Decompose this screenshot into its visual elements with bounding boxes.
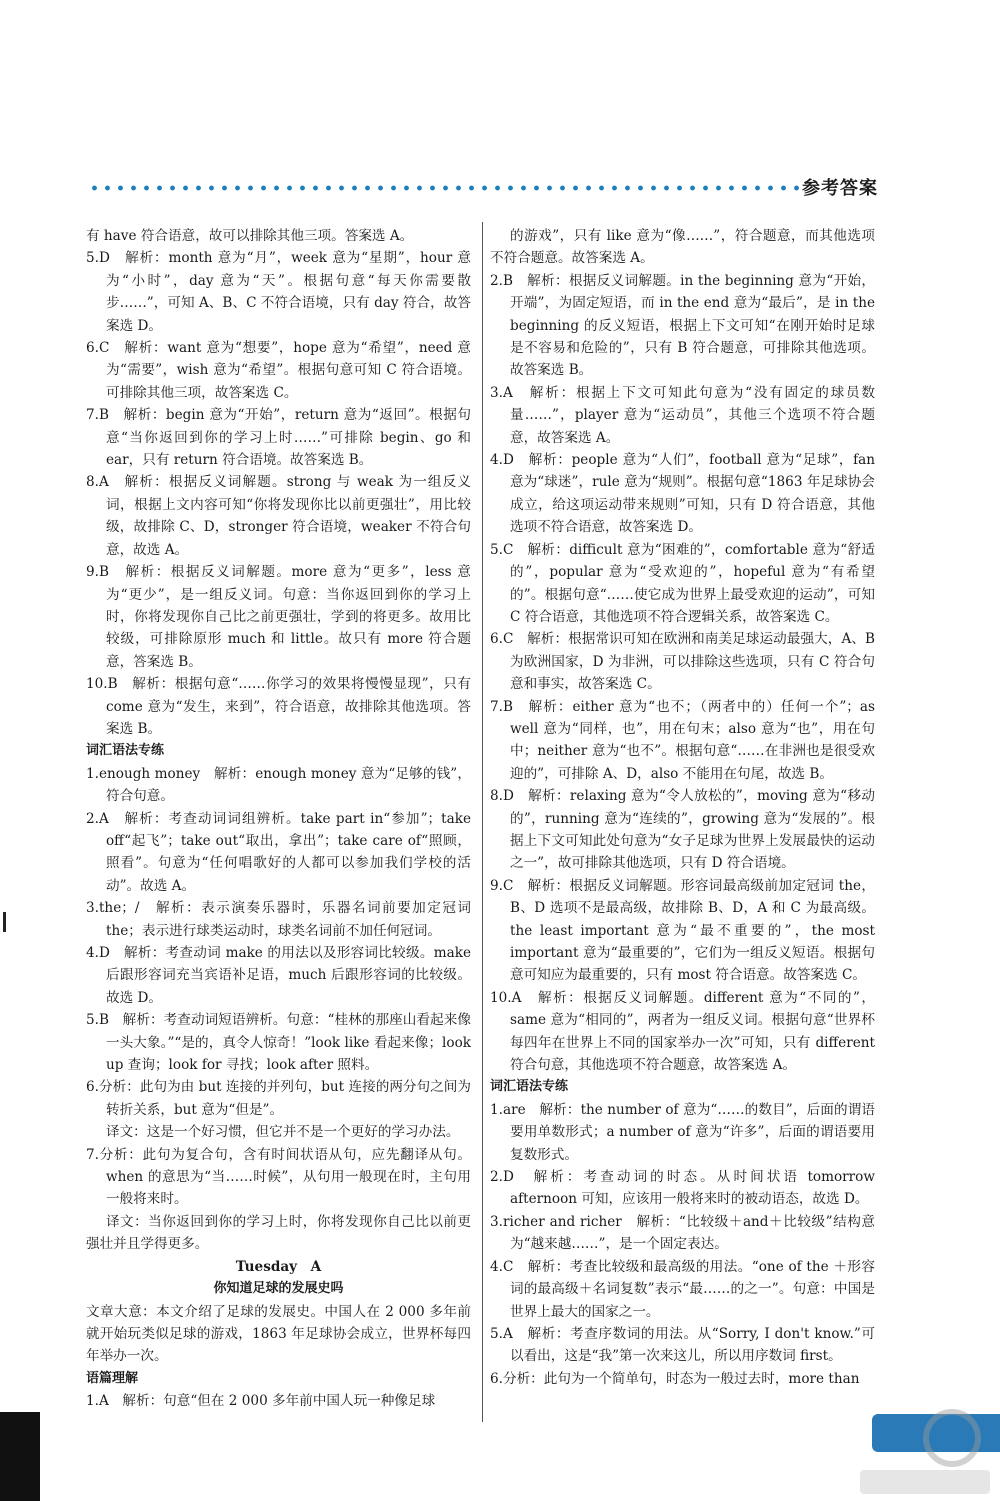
answer-paragraph: 5.C 解析：difficult 意为“困难的”，comfortable 意为“舒适的”，popular 意为“受欢迎的”，hopeful 意为“有希望的”。根据句意“……使它成为世界上最受欢迎的运动”，可知 C 符合语意，其他选项不符合逻辑关系，故答案选 C。 — [490, 541, 875, 625]
answer-paragraph: 6.C 解析：根据常识可知在欧洲和南美足球运动最强大，A、B 为欧洲国家，D 为非洲，可以排除这些选项，只有 C 符合句意和事实，故答案选 C。 — [490, 631, 875, 693]
header-title: 参考答案 — [802, 178, 878, 199]
answer-paragraph: 有 have 符合语意，故可以排除其他三项。答案选 A。 — [86, 228, 414, 244]
answer-paragraph: 3.A 解析：根据上下文可知此句意为“没有固定的球员数量……”，player 意为“运动员”，其他三个选项不符合题意，故答案选 A。 — [490, 384, 875, 446]
watermark-logo — [840, 1398, 1000, 1501]
left-column — [86, 225, 471, 1413]
answer-paragraph: 9.B 解析：根据反义词解题。more 意为“更多”，less 意为“更少”，是一组反义词。句意：当你返回到你的学习上时，你将发现你自己比之前更强壮，学到的将更多。故用比较级，可排除原形 much 和 little。故只有 more 符合题意，答案选 B。 — [86, 564, 471, 670]
answer-paragraph: 5.D 解析：month 意为“月”，week 意为“星期”，hour 意为“小时”，day 意为“天”。根据句意“每天你需要散步……”，可知 A、B、C 不符合语境，只有 day 符合，故答案选 D。 — [86, 250, 471, 334]
answer-paragraph: 1.enough money 解析：enough money 意为“足够的钱”，符合句意。 — [86, 765, 471, 805]
answer-paragraph: 4.D 解析：考查动词 make 的用法以及形容词比较级。make 后跟形容词充当宾语补足语，much 后跟形容词的比较级。故选 D。 — [86, 945, 471, 1006]
answer-paragraph: 的游戏”，只有 like 意为“像……”，符合题意，而其他选项不符合题意。故答案选 A。 — [490, 228, 875, 267]
margin-mark — [3, 912, 6, 932]
section-heading: 你知道足球的发展史吗 — [213, 1281, 344, 1297]
answer-paragraph: Tuesday A — [235, 1258, 322, 1275]
answer-paragraph: 8.A 解析：根据反义词解题。strong 与 weak 为一组反义词，根据上文内容可知“你将发现你比以前更强壮”，用比较级，故排除 C、D，stronger 符合语境，weaker 不符合句意，故选 A。 — [86, 474, 471, 558]
answer-paragraph: 译文：这是一个好习惯，但它并不是一个更好的学习办法。 — [106, 1124, 460, 1141]
answer-paragraph: 6.分析：此句为由 but 连接的并列句，but 连接的两分句之间为转折关系，but 意为“但是”。 — [86, 1079, 471, 1118]
answer-paragraph: 2.D 解析：考查动词的时态。从时间状语 tomorrow afternoon 可知，应该用一般将来时的被动语态，故选 D。 — [490, 1169, 875, 1208]
answer-paragraph: 10.B 解析：根据句意“……你学习的效果将慢慢显现”，只有 come 意为“发生，来到”，符合语意，故排除其他选项。答案选 B。 — [86, 676, 471, 737]
answer-paragraph: 2.B 解析：根据反义词解题。in the beginning 意为“开始，开端”，为固定短语，而 in the end 意为“最后”，是 in the beginning 的反义短语，根据上下文可知“在刚开始时足球是不容易和危险的”，只有 B 符合题意，可排除其他选项。故答案选 B。 — [490, 272, 875, 379]
answer-paragraph: 1.A 解析：句意“但在 2 000 多年前中国人玩一种像足球 — [86, 1393, 436, 1410]
right-column — [490, 225, 875, 1390]
answer-paragraph: 4.D 解析：people 意为“人们”，football 意为“足球”，fan 意为“球迷”，rule 意为“规则”。根据句意“1863 年足球协会成立，给这项运动带来规则”可知，只有 D 符合语意，其他选项不符合语意，故答案选 D。 — [490, 452, 875, 536]
section-heading: 词汇语法专练 — [86, 743, 165, 759]
answer-paragraph: 1.are 解析：the number of 意为“……的数目”，后面的谓语要用单数形式；a number of 意为“许多”，后面的谓语要用复数形式。 — [490, 1101, 875, 1163]
answer-paragraph: 6.分析：此句为一个简单句，时态为一般过去时，more than — [490, 1370, 860, 1387]
answer-paragraph: 9.C 解析：根据反义词解题。形容词最高级前加定冠词 the，B、D 选项不是最高级，故排除 B、D，A 和 C 为最高级。the least important 意为“最不重要的”，the most important 意为“最重要的”，它们为一组反义短语。根据句意可知应为最重要的，只有 most 符合语意。故答案选 C。 — [490, 877, 875, 984]
section-heading: 语篇理解 — [86, 1370, 139, 1386]
dotted-rule — [88, 184, 800, 192]
answer-paragraph: 5.B 解析：考查动词短语辨析。句意：“桂林的那座山看起来像一头大象。”“是的，真令人惊奇！”look like 看起来像；look up 查询；look for 寻找；look after 照料。 — [86, 1012, 471, 1074]
answer-paragraph: 7.分析：此句为复合句，含有时间状语从句，应先翻译从句。when 的意思为“当……时候”，从句用一般现在时，主句用一般将来时。 — [86, 1146, 471, 1208]
answer-paragraph: 3.richer and richer 解析：“比较级＋and＋比较级”结构意为“越来越……”，是一个固定表达。 — [490, 1213, 875, 1253]
answer-paragraph: 7.B 解析：begin 意为“开始”，return 意为“返回”。根据句意“当你返回到你的学习上时……”可排除 begin、go 和 ear，只有 return 符合语境。故答案选 B。 — [86, 407, 471, 469]
answer-paragraph: 5.A 解析：考查序数词的用法。从“Sorry, I don't know.”可以看出，这是“我”第一次来这儿，所以用序数词 first。 — [490, 1325, 875, 1365]
answer-paragraph: 3.the；/ 解析：表示演奏乐器时，乐器名词前要加定冠词 the；表示进行球类运动时，球类名词前不加任何冠词。 — [86, 900, 471, 939]
answer-paragraph: 文章大意：本文介绍了足球的发展史。中国人在 2 000 多年前就开始玩类似足球的游戏，1863 年足球协会成立，世界杯每四年举办一次。 — [86, 1303, 471, 1365]
column-divider — [482, 222, 483, 1422]
answer-paragraph: 7.B 解析：either 意为“也不；（两者中的）任何一个”；as well 意为“同样，也”，用在句末；also 意为“也”，用在句中；neither 意为“也不”。根据句意“……在非洲也是很受欢迎的”，可排除 A、D，also 不能用在句尾，故选 B。 — [490, 698, 875, 782]
answer-paragraph: 6.C 解析：want 意为“想要”，hope 意为“希望”，need 意为“需要”，wish 意为“希望”。根据句意可知 C 符合语境。可排除其他三项，故答案选 C。 — [86, 340, 471, 401]
answer-paragraph: 10.A 解析：根据反义词解题。different 意为“不同的”，same 意为“相同的”，两者为一组反义词。根据句意“世界杯每四年在世界上不同的国家举办一次”可知，只有 different 符合句意，其他选项不符合题意，故答案选 A。 — [490, 989, 875, 1074]
page-edge-bar — [0, 1412, 40, 1501]
section-heading: 词汇语法专练 — [490, 1079, 569, 1095]
page-header — [88, 172, 878, 202]
answer-paragraph: 译文：当你返回到你的学习上时，你将发现你自己比以前更强壮并且学得更多。 — [86, 1213, 471, 1253]
answer-paragraph: 4.C 解析：考查比较级和最高级的用法。“one of the ＋形容词的最高级＋名词复数”表示“最……的之一”。句意：中国是世界上最大的国家之一。 — [490, 1258, 875, 1320]
answer-paragraph: 2.A 解析：考查动词词组辨析。take part in“参加”；take off“起飞”；take out“取出，拿出”；take care of“照顾，照看”。句意为“任何唱歌好的人都可以参加我们学校的活动”。故选 A。 — [86, 810, 471, 894]
answer-paragraph: 8.D 解析：relaxing 意为“令人放松的”，moving 意为“移动的”，running 意为“连续的”，growing 意为“发展的”。根据上下文可知此处句意为“女子足球为世界上发展最快的运动之一”，故可排除其他选项，只有 D 符合语境。 — [490, 788, 875, 872]
